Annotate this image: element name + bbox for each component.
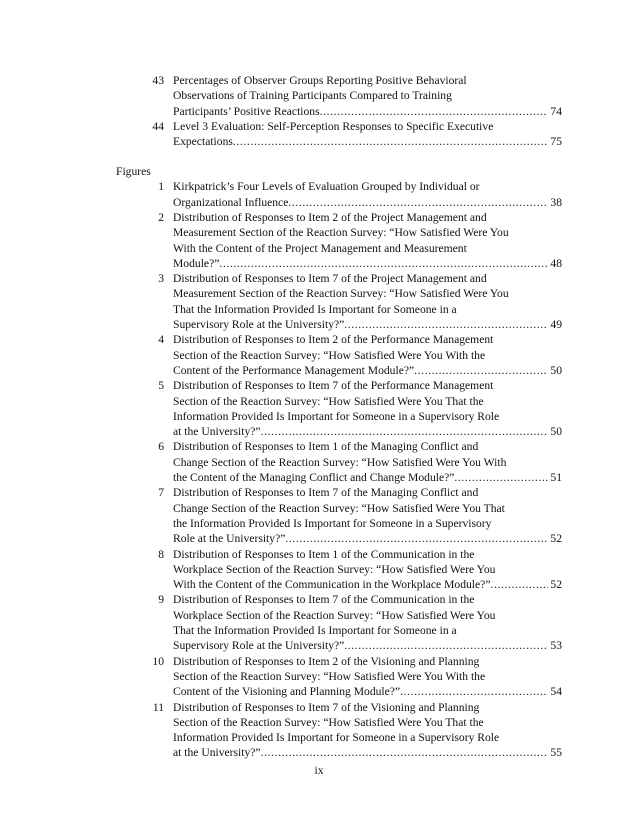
figure-entry-line (173, 179, 562, 194)
figure-entry-line (173, 638, 562, 653)
figure-entry-line (173, 225, 562, 240)
figure-entry-line (173, 424, 562, 439)
entry-page-number: 52 (550, 578, 562, 592)
entry-title-text: Measurement Section of the Reaction Survey: “How Satisfied Were You (173, 287, 509, 301)
dot-leader (400, 684, 548, 699)
entry-title-text: Distribution of Responses to Item 1 of the Managing Conflict and (173, 440, 479, 454)
entry-title-text: Content of the Performance Management Module?” (173, 363, 415, 377)
entry-title-text: Observations of Training Participants Compared to Training (173, 89, 452, 103)
entry-page-number: 75 (550, 135, 562, 149)
entry-title-text: the Content of the Managing Conflict and Change Module?” (173, 471, 455, 485)
figure-entry-number: 4 (158, 333, 164, 347)
entry-page-number: 55 (550, 746, 562, 760)
dot-leader (490, 577, 548, 592)
entry-page-number: 54 (550, 685, 562, 699)
entry-title-text: Distribution of Responses to Item 7 of the Managing Conflict and (173, 486, 479, 500)
figure-entry-number: 5 (158, 379, 164, 393)
table-entry-line (173, 73, 562, 88)
figure-entry-line (173, 455, 562, 470)
entry-page-number: 49 (550, 318, 562, 332)
entry-title-text: That the Information Provided Is Important for Someone in a (173, 302, 457, 316)
figure-entry-line (173, 684, 562, 699)
entry-title-text: Role at the University?” (173, 532, 286, 546)
entry-title-text: Measurement Section of the Reaction Survey: “How Satisfied Were You (173, 226, 509, 240)
entry-title-text: Information Provided Is Important for Someone in a Supervisory Role (173, 731, 500, 745)
entry-title-text: With the Content of the Project Management and Measurement (173, 241, 467, 255)
dot-leader (219, 256, 548, 271)
dot-leader (454, 470, 548, 485)
figure-entry-line (173, 485, 562, 500)
figures-heading: Figures (116, 165, 151, 179)
dot-leader (288, 195, 548, 210)
figure-entry-number: 9 (158, 593, 164, 607)
dot-leader (233, 134, 549, 149)
figure-entry-number: 8 (158, 547, 164, 561)
figure-entry-line (173, 394, 562, 409)
table-entry-line (173, 134, 562, 149)
dot-leader (261, 745, 549, 760)
entry-title-text: Percentages of Observer Groups Reporting Positive Behavioral (173, 74, 467, 87)
figure-entry-number: 10 (152, 654, 164, 668)
entry-title-text: Content of the Visioning and Planning Module?” (173, 685, 401, 699)
figure-entry-line (173, 577, 562, 592)
entry-title-text: Distribution of Responses to Item 7 of the Visioning and Planning (173, 700, 480, 714)
figure-entry-number: 7 (158, 486, 164, 500)
figure-entry-line (173, 654, 562, 669)
figure-entry-line (173, 516, 562, 531)
entry-title-text: Distribution of Responses to Item 7 of the Project Management and (173, 272, 487, 286)
entry-title-text: Section of the Reaction Survey: “How Satisfied Were You That the (173, 394, 484, 408)
figure-entry-line (173, 700, 562, 715)
entry-title-text: Supervisory Role at the University?” (173, 639, 345, 653)
table-entry-line (173, 104, 562, 119)
entry-page-number: 53 (550, 639, 562, 653)
figure-entry-line (173, 317, 562, 332)
dot-leader (414, 363, 548, 378)
dot-leader (344, 638, 548, 653)
entry-title-text: Distribution of Responses to Item 1 of the Communication in the (173, 547, 475, 561)
figure-entry-line (173, 745, 562, 760)
table-entry-number: 43 (152, 74, 164, 87)
entry-title-text: Information Provided Is Important for Someone in a Supervisory Role (173, 409, 500, 423)
entry-title-text: at the University?” (173, 746, 261, 760)
entry-title-text: the Information Provided Is Important for Someone in a Supervisory (173, 516, 492, 530)
figure-entry-line (173, 271, 562, 286)
entry-title-text: Supervisory Role at the University?” (173, 318, 345, 332)
entry-page-number: 48 (550, 256, 562, 270)
figure-entry-line (173, 730, 562, 745)
entry-title-text: Distribution of Responses to Item 2 of the Visioning and Planning (173, 654, 480, 668)
entry-title-text: at the University?” (173, 425, 261, 439)
entry-page-number: 51 (550, 471, 562, 485)
figure-entry-line (173, 547, 562, 562)
dot-leader (344, 317, 548, 332)
figure-entry-line (173, 302, 562, 317)
entry-title-text: Expectations (173, 135, 233, 149)
dot-leader (320, 104, 549, 119)
figure-entry-line (173, 332, 562, 347)
figure-entry-number: 2 (158, 210, 164, 224)
table-entry-line (173, 119, 562, 134)
entry-page-number: 38 (550, 195, 562, 209)
figure-entry-line (173, 501, 562, 516)
entry-page-number: 50 (550, 425, 562, 439)
entry-title-text: Change Section of the Reaction Survey: “How Satisfied Were You With (173, 455, 507, 469)
entry-title-text: Distribution of Responses to Item 2 of the Performance Management (173, 333, 494, 347)
entry-page-number: 74 (550, 104, 562, 118)
entry-title-text: Section of the Reaction Survey: “How Satisfied Were You With the (173, 348, 486, 362)
figure-entry-line (173, 669, 562, 684)
figure-entry-line (173, 592, 562, 607)
figure-entry-line (173, 608, 562, 623)
figure-entry-line (173, 210, 562, 225)
entry-title-text: Kirkpatrick’s Four Levels of Evaluation Grouped by Individual or (173, 180, 480, 194)
entry-title-text: Workplace Section of the Reaction Survey: “How Satisfied Were You (173, 608, 496, 622)
figure-entry-number: 11 (152, 700, 164, 714)
page-number: ix (314, 764, 324, 777)
dot-leader (285, 531, 548, 546)
figure-entry-line (173, 531, 562, 546)
figure-entry-line (173, 409, 562, 424)
entry-title-text: Workplace Section of the Reaction Survey: “How Satisfied Were You (173, 562, 496, 576)
figure-entry-line (173, 348, 562, 363)
figure-entry-line (173, 623, 562, 638)
figure-entry-line (173, 241, 562, 256)
entry-title-text: Participants’ Positive Reactions (173, 104, 320, 118)
figure-entry-line (173, 470, 562, 485)
entry-page-number: 52 (550, 532, 562, 546)
entry-title-text: Level 3 Evaluation: Self-Perception Responses to Specific Executive (173, 119, 494, 133)
figure-entry-line (173, 363, 562, 378)
dot-leader (261, 424, 549, 439)
entry-title-text: Section of the Reaction Survey: “How Satisfied Were You With the (173, 669, 486, 683)
entry-title-text: That the Information Provided Is Important for Someone in a (173, 624, 457, 638)
entry-title-text: Distribution of Responses to Item 7 of the Performance Management (173, 379, 494, 393)
figure-entry-number: 6 (158, 440, 164, 454)
entry-page-number: 50 (550, 363, 562, 377)
entry-title-text: Section of the Reaction Survey: “How Satisfied Were You That the (173, 715, 484, 729)
figure-entry-line (173, 439, 562, 454)
figure-entry-line (173, 378, 562, 393)
entry-title-text: Module?” (173, 256, 220, 270)
figure-entry-line (173, 286, 562, 301)
figure-entry-line (173, 195, 562, 210)
figure-entry-line (173, 256, 562, 271)
figure-entry-line (173, 715, 562, 730)
entry-title-text: Change Section of the Reaction Survey: “How Satisfied Were You That (173, 501, 505, 515)
entry-title-text: With the Content of the Communication in the Workplace Module?” (173, 578, 491, 592)
entry-title-text: Organizational Influence (173, 195, 289, 209)
table-entry-number: 44 (152, 119, 164, 133)
figure-entry-line (173, 562, 562, 577)
entry-title-text: Distribution of Responses to Item 2 of the Project Management and (173, 210, 487, 224)
entry-title-text: Distribution of Responses to Item 7 of the Communication in the (173, 593, 475, 607)
figure-entry-number: 3 (158, 272, 164, 286)
figure-entry-number: 1 (158, 180, 164, 194)
table-entry-line (173, 88, 562, 103)
